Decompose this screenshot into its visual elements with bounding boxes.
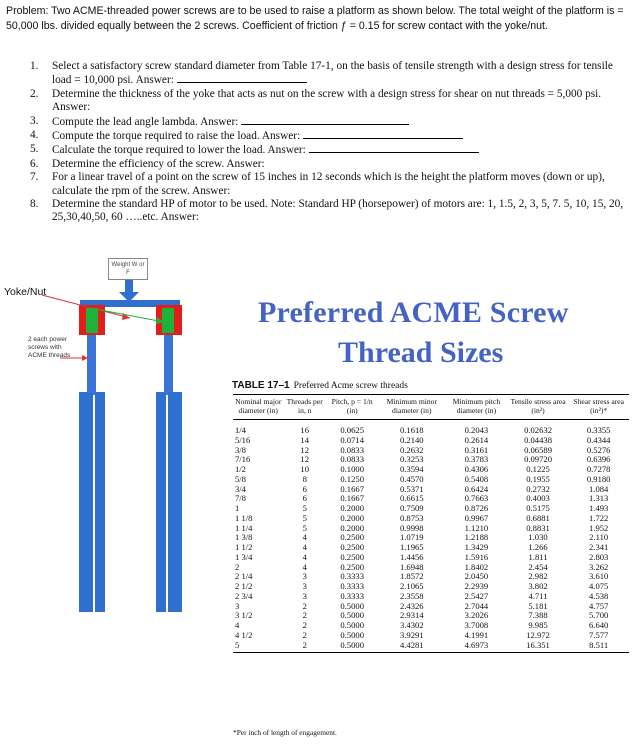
table-cell: 0.9967 bbox=[464, 512, 489, 523]
table-cell: 2.5427 bbox=[464, 590, 489, 601]
table-cell: 0.8726 bbox=[464, 503, 489, 514]
table-cell: 0.0833 bbox=[340, 444, 364, 455]
question-text: Determine the thickness of the yoke that acts as nut on the screw with a design stress for shear on nut threads = 5,000 psi. Answer: bbox=[52, 87, 602, 114]
table-cell: 2.454 bbox=[528, 561, 548, 572]
table-cell: 0.5371 bbox=[399, 483, 424, 494]
table-cell: 4.6973 bbox=[445, 641, 508, 653]
table-cell: 6 bbox=[302, 493, 307, 504]
table-cell: 0.1667 bbox=[340, 493, 364, 504]
table-cell: 0.2000 bbox=[340, 503, 364, 514]
question-text: Compute the torque required to raise the load. Answer: bbox=[52, 130, 303, 143]
platform-diagram bbox=[0, 270, 240, 630]
table-row bbox=[233, 563, 629, 573]
table-cell: 1 bbox=[235, 503, 240, 514]
question-number: 1. bbox=[30, 60, 39, 72]
headline-line1: Preferred ACME Screw bbox=[258, 296, 569, 329]
question-item bbox=[30, 171, 625, 198]
table-row bbox=[233, 446, 629, 456]
table-cell: 4.1991 bbox=[464, 629, 489, 640]
table-cell: 0.6881 bbox=[526, 512, 550, 523]
table-cell: 1 3/8 bbox=[235, 532, 253, 543]
table-cell: 5 bbox=[302, 503, 307, 514]
question-text: Compute the lead angle lambda. Answer: bbox=[52, 115, 242, 128]
table-cell: 4.757 bbox=[589, 600, 609, 611]
answer-blank[interactable] bbox=[303, 129, 463, 139]
screws-label: 2 each power screws with ACME threads bbox=[28, 336, 71, 359]
table-cell: 0.1250 bbox=[340, 473, 364, 484]
table-cell: 1 3/4 bbox=[235, 551, 253, 562]
question-number: 8. bbox=[30, 198, 39, 211]
table-cell: 7.388 bbox=[528, 610, 548, 621]
question-text: Determine the efficiency of the screw. Answer: bbox=[52, 157, 265, 170]
table-cell: 0.7278 bbox=[586, 464, 611, 475]
table-cell: 1.2188 bbox=[464, 532, 489, 543]
base-post-left bbox=[79, 392, 93, 612]
table-cell: 3.7008 bbox=[464, 620, 489, 631]
table-cell: 0.1618 bbox=[399, 425, 424, 436]
table-row bbox=[233, 475, 629, 485]
table-cell: 0.0714 bbox=[340, 434, 364, 445]
table-cell: 1 1/2 bbox=[235, 542, 253, 553]
table-cell: 0.6615 bbox=[399, 493, 424, 504]
table-header: Shear stress area (in²)* bbox=[568, 395, 629, 420]
table-cell: 0.0625 bbox=[340, 425, 364, 436]
table-cell: 7/16 bbox=[235, 454, 251, 465]
power-screw-right bbox=[164, 335, 173, 395]
table-footnote: *Per inch of length of engagement. bbox=[233, 728, 337, 737]
question-number: 3. bbox=[30, 114, 39, 127]
table-cell: 1.313 bbox=[589, 493, 609, 504]
table-cell: 3.2026 bbox=[464, 610, 489, 621]
table-cell: 0.3333 bbox=[340, 581, 364, 592]
table-cell: 2 bbox=[284, 641, 326, 653]
table-cell: 4.4281 bbox=[378, 641, 445, 653]
table-cell: 3 bbox=[302, 590, 307, 601]
acme-thread-table bbox=[233, 394, 629, 653]
table-cell: 7.577 bbox=[589, 629, 609, 640]
table-cell: 0.5000 bbox=[340, 600, 364, 611]
table-cell: 4 bbox=[235, 620, 240, 631]
table-cell: 0.2500 bbox=[340, 532, 364, 543]
table-cell: 0.4570 bbox=[399, 473, 424, 484]
table-row bbox=[233, 602, 629, 612]
table-cell: 0.6396 bbox=[586, 454, 611, 465]
table-cell: 5/8 bbox=[235, 473, 246, 484]
table-row bbox=[233, 420, 629, 436]
table-cell: 4 bbox=[302, 532, 307, 543]
table-cell: 1.4456 bbox=[399, 551, 424, 562]
table-cell: 3 1/2 bbox=[235, 610, 253, 621]
table-cell: 0.4344 bbox=[586, 434, 611, 445]
table-cell: 2.3558 bbox=[399, 590, 424, 601]
table-cell: 2.1065 bbox=[399, 581, 424, 592]
table-cell: 0.5000 bbox=[340, 610, 364, 621]
table-cell: 0.3253 bbox=[399, 454, 424, 465]
table-cell: 0.9180 bbox=[586, 473, 611, 484]
table-cell: 1.1965 bbox=[399, 542, 424, 553]
table-cell: 3.262 bbox=[589, 561, 609, 572]
table-cell: 0.1225 bbox=[526, 464, 550, 475]
table-cell: 1.722 bbox=[589, 512, 609, 523]
table-row bbox=[233, 514, 629, 524]
table-row bbox=[233, 592, 629, 602]
table-row bbox=[233, 455, 629, 465]
table-cell: 0.3333 bbox=[340, 571, 364, 582]
table-cell: 1/2 bbox=[235, 464, 246, 475]
weight-box: Weight W or F bbox=[108, 258, 148, 280]
answer-blank[interactable] bbox=[309, 143, 479, 153]
table-cell: 4.538 bbox=[589, 590, 609, 601]
table-row bbox=[233, 572, 629, 582]
table-row bbox=[233, 533, 629, 543]
table-row bbox=[233, 494, 629, 504]
table-cell: 4.075 bbox=[589, 581, 609, 592]
question-number: 5. bbox=[30, 143, 39, 156]
question-item bbox=[30, 60, 625, 88]
table-cell: 0.1667 bbox=[340, 483, 364, 494]
table-cell: 2.803 bbox=[589, 551, 609, 562]
table-cell: 0.06589 bbox=[524, 444, 552, 455]
table-cell: 1.952 bbox=[589, 522, 609, 533]
question-number: 6. bbox=[30, 157, 39, 170]
question-text: Calculate the torque required to lower the load. Answer: bbox=[52, 144, 309, 157]
table-cell: 1.493 bbox=[589, 503, 609, 514]
base-post-right bbox=[156, 392, 166, 612]
table-cell: 4 1/2 bbox=[235, 629, 253, 640]
table-cell: 2 bbox=[302, 610, 307, 621]
question-item bbox=[30, 88, 625, 115]
table-cell: 0.2000 bbox=[340, 512, 364, 523]
table-cell: 8.511 bbox=[568, 641, 629, 653]
table-cell: 1.6948 bbox=[399, 561, 424, 572]
table-cell: 2 1/2 bbox=[235, 581, 253, 592]
table-header: Minimum pitch diameter (in) bbox=[445, 395, 508, 420]
table-cell: 5.700 bbox=[589, 610, 609, 621]
table-cell: 5 bbox=[302, 512, 307, 523]
table-cell: 14 bbox=[300, 434, 309, 445]
table-cell: 2.110 bbox=[589, 532, 609, 543]
table-cell: 0.5000 bbox=[340, 629, 364, 640]
table-cell: 0.5000 bbox=[326, 641, 379, 653]
weight-arrow-shaft bbox=[125, 280, 133, 292]
table-cell: 1.266 bbox=[528, 542, 548, 553]
table-cell: 1.8572 bbox=[399, 571, 424, 582]
table-cell: 0.3355 bbox=[586, 425, 611, 436]
table-cell: 0.5408 bbox=[464, 473, 489, 484]
question-item bbox=[30, 158, 625, 171]
table-cell: 0.02632 bbox=[524, 425, 552, 436]
base-post-left-inner bbox=[95, 392, 105, 612]
table-cell: 3.4302 bbox=[399, 620, 424, 631]
table-cell: 7/8 bbox=[235, 493, 246, 504]
table-cell: 2.341 bbox=[589, 542, 609, 553]
table-header: Pitch, p = 1/n (in) bbox=[326, 395, 379, 420]
table-cell: 0.5000 bbox=[340, 620, 364, 631]
table-cell: 1 1/8 bbox=[235, 512, 253, 523]
table-cell: 0.3333 bbox=[340, 590, 364, 601]
table-cell: 5 bbox=[302, 522, 307, 533]
table-cell: 0.4306 bbox=[464, 464, 489, 475]
table-cell: 0.7663 bbox=[464, 493, 489, 504]
question-number: 4. bbox=[30, 129, 39, 142]
table-cell: 2.7044 bbox=[464, 600, 489, 611]
table-cell: 2 bbox=[302, 600, 307, 611]
base-gap-fill bbox=[93, 395, 95, 610]
table-cell: 3 bbox=[235, 600, 240, 611]
table-cell: 0.1955 bbox=[526, 473, 550, 484]
table-row bbox=[233, 621, 629, 631]
table-cell: 0.3161 bbox=[464, 444, 489, 455]
table-cell: 0.04438 bbox=[524, 434, 552, 445]
table-cell: 0.1000 bbox=[340, 464, 364, 475]
table-cell: 4 bbox=[302, 542, 307, 553]
table-cell: 9.985 bbox=[528, 620, 548, 631]
table-cell: 2 3/4 bbox=[235, 590, 253, 601]
table-cell: 2 bbox=[235, 561, 240, 572]
table-cell: 0.9998 bbox=[399, 522, 424, 533]
table-row bbox=[233, 582, 629, 592]
table-cell: 3/8 bbox=[235, 444, 246, 455]
table-cell: 4 bbox=[302, 551, 307, 562]
question-text: For a linear travel of a point on the screw of 15 inches in 12 seconds which is the height the platform moves (down or up), calculate the rpm of the screw. Answer: bbox=[52, 171, 605, 197]
table-cell: 2 bbox=[302, 620, 307, 631]
table-cell: 3.610 bbox=[589, 571, 609, 582]
table-cell: 0.8831 bbox=[526, 522, 550, 533]
table-cell: 2.0450 bbox=[464, 571, 489, 582]
table-header: Nominal major diameter (in) bbox=[233, 395, 284, 420]
table-cell: 4 bbox=[302, 561, 307, 572]
table-cell: 4.711 bbox=[528, 590, 548, 601]
table-cell: 0.2732 bbox=[526, 483, 550, 494]
table-cell: 1.5916 bbox=[464, 551, 489, 562]
table-cell: 0.5276 bbox=[586, 444, 611, 455]
table-cell: 0.2500 bbox=[340, 542, 364, 553]
table-row bbox=[233, 465, 629, 475]
question-item bbox=[30, 115, 625, 129]
table-cell: 3/4 bbox=[235, 483, 246, 494]
table-row bbox=[233, 543, 629, 553]
table-cell: 1.0719 bbox=[399, 532, 424, 543]
table-cell: 1.030 bbox=[528, 532, 548, 543]
question-item bbox=[30, 129, 625, 143]
table-cell: 6 bbox=[302, 483, 307, 494]
table-cell: 16.351 bbox=[508, 641, 569, 653]
table-cell: 0.3594 bbox=[399, 464, 424, 475]
question-item bbox=[30, 143, 625, 157]
table-cell: 6.640 bbox=[589, 620, 609, 631]
question-list bbox=[30, 60, 625, 225]
headline-line2: Thread Sizes bbox=[338, 336, 504, 369]
table-cell: 16 bbox=[300, 425, 309, 436]
table-cell: 2.2939 bbox=[464, 581, 489, 592]
table-cell: 3.802 bbox=[528, 581, 548, 592]
table-cell: 1.3429 bbox=[464, 542, 489, 553]
question-number: 7. bbox=[30, 171, 39, 184]
table-row bbox=[233, 436, 629, 446]
power-screw-left bbox=[87, 335, 96, 395]
table-cell: 0.3783 bbox=[464, 454, 489, 465]
table-cell: 10 bbox=[300, 464, 309, 475]
table-cell: 2 bbox=[302, 629, 307, 640]
question-text: Determine the standard HP of motor to be used. Note: Standard HP (horsepower) of motors are: 1, 1.5, 2, 3, 5, 7. 5, 10, 15, 20, 25,30,40,50, 60 …..etc. Answer: bbox=[52, 198, 624, 224]
table-cell: 2.982 bbox=[528, 571, 548, 582]
table-cell: 12 bbox=[300, 454, 309, 465]
table-caption: TABLE 17–1 Preferred Acme screw threads bbox=[232, 380, 408, 391]
table-row bbox=[233, 553, 629, 563]
table-cell: 1.8402 bbox=[464, 561, 489, 572]
table-cell: 2.4326 bbox=[399, 600, 424, 611]
table-cell: 12.972 bbox=[526, 629, 550, 640]
question-item bbox=[30, 198, 625, 225]
table-cell: 8 bbox=[302, 473, 307, 484]
problem-statement: Problem: Two ACME-threaded power screws are to be used to raise a platform as shown below. The total weight of the platform is = 50,000 lbs. divided equally between the 2 screws. Coefficient of friction ƒ = 0.15 for screw contact with the yoke/nut. bbox=[6, 5, 624, 32]
table-cell: 0.2632 bbox=[399, 444, 424, 455]
yoke-nut-label: Yoke/Nut bbox=[4, 286, 47, 298]
table-cell: 0.8753 bbox=[399, 512, 424, 523]
table-cell: 1 1/4 bbox=[235, 522, 253, 533]
table-cell: 0.6424 bbox=[464, 483, 489, 494]
table-header: Threads per in, n bbox=[284, 395, 326, 420]
question-number: 2. bbox=[30, 87, 39, 100]
table-cell: 1.084 bbox=[589, 483, 609, 494]
table-cell: 3 bbox=[302, 571, 307, 582]
table-cell: 0.2000 bbox=[340, 522, 364, 533]
table-cell: 0.0833 bbox=[340, 454, 364, 465]
table-cell: 3 bbox=[302, 581, 307, 592]
table-cell: 5.181 bbox=[528, 600, 548, 611]
table-row bbox=[233, 611, 629, 621]
table-cell: 1.811 bbox=[528, 551, 548, 562]
table-row bbox=[233, 641, 629, 653]
table-cell: 0.2140 bbox=[399, 434, 424, 445]
table-cell: 1/4 bbox=[235, 425, 246, 436]
table-cell: 0.2614 bbox=[464, 434, 489, 445]
table-row bbox=[233, 631, 629, 641]
table-cell: 0.7509 bbox=[399, 503, 424, 514]
table-row bbox=[233, 485, 629, 495]
question-text: Select a satisfactory screw standard diameter from Table 17-1, on the basis of tensile strength with a design stress for tensile load = 10,000 psi. Answer: bbox=[52, 60, 613, 87]
table-row bbox=[233, 524, 629, 534]
table-cell: 5/16 bbox=[235, 434, 251, 445]
answer-blank[interactable] bbox=[241, 115, 409, 125]
table-cell: 0.2500 bbox=[340, 551, 364, 562]
table-header: Minimum minor diameter (in) bbox=[378, 395, 445, 420]
table-cell: 0.2500 bbox=[340, 561, 364, 572]
table-cell: 3.9291 bbox=[399, 629, 424, 640]
table-cell: 0.2043 bbox=[464, 425, 489, 436]
nut-thread-right bbox=[162, 308, 174, 333]
table-cell: 0.09720 bbox=[524, 454, 552, 465]
base-post-right-inner bbox=[168, 392, 182, 612]
table-cell: 0.4003 bbox=[526, 493, 550, 504]
table-cell: 2 1/4 bbox=[235, 571, 253, 582]
table-cell: 5 bbox=[233, 641, 284, 653]
table-header: Tensile stress area (in²) bbox=[508, 395, 569, 420]
answer-blank[interactable] bbox=[177, 73, 307, 83]
table-cell: 1.1210 bbox=[464, 522, 489, 533]
table-row bbox=[233, 504, 629, 514]
nut-thread-left bbox=[86, 308, 98, 333]
table-cell: 2.9314 bbox=[399, 610, 424, 621]
table-cell: 0.5175 bbox=[526, 503, 550, 514]
table-cell: 12 bbox=[300, 444, 309, 455]
